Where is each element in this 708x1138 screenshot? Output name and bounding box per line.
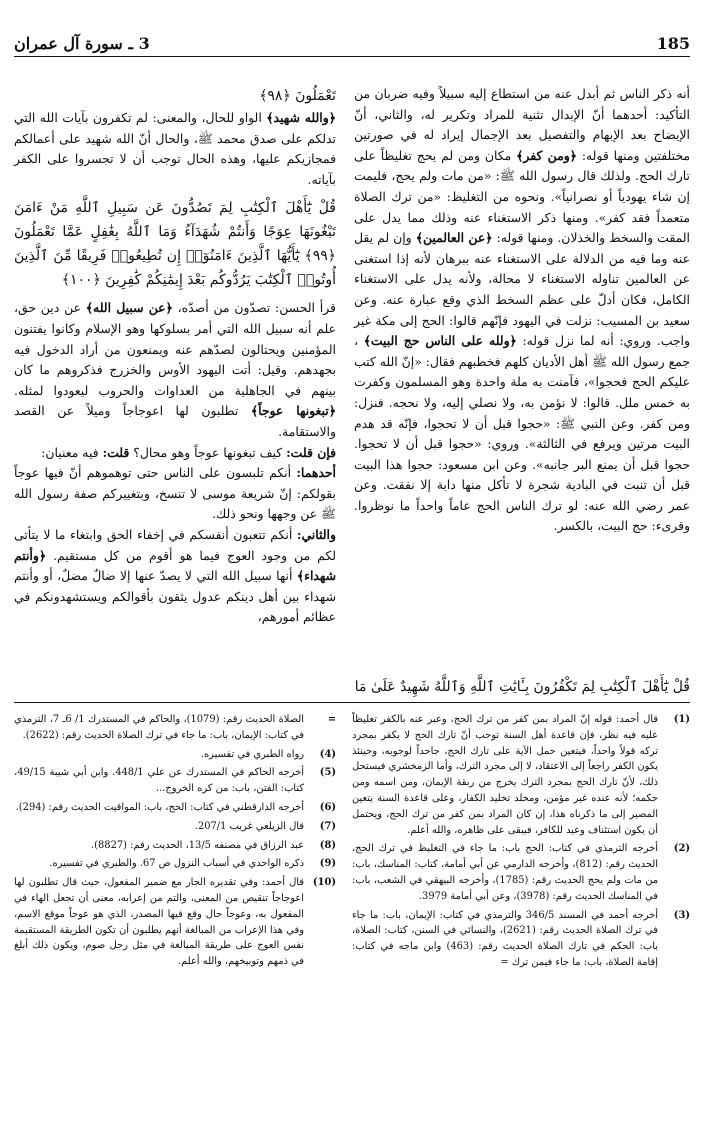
quran-quote: ﴿عن العالمين﴾ [415, 230, 493, 246]
footnote [14, 800, 336, 816]
footnote-number: (6) [319, 801, 336, 813]
footnote-number: (9) [319, 858, 336, 870]
footnote [352, 841, 690, 904]
footnote-divider [14, 702, 690, 703]
quran-verse-block: قُلْ يَٰٓأَهْلَ ٱلْكِتَٰبِ لِمَ تَصُدُّونَ عَن سَبِيلِ ٱللَّهِ مَنْ ءَامَنَ تَبْغُونَهَا عِوَجًا وَأَنتُمْ شُهَدَآءُ وَمَا ٱللَّهُ بِغَٰفِلٍ عَمَّا تَعْمَلُونَ ﴿٩٩﴾ يَٰٓأَيُّهَا ٱلَّذِينَ ءَامَنُوٓا۟ إِن تُطِيعُوا۟ فَرِيقًا مِّنَ ٱلَّذِينَ أُوتُوا۟ ٱلْكِتَٰبَ يَرُدُّوكُم بَعْدَ إِيمَٰنِكُمْ كَٰفِرِينَ ﴿١٠٠﴾ [14, 200, 336, 289]
footnote [14, 765, 336, 797]
footnote-text: قال الزيلعي غريب 207/1. [194, 820, 304, 832]
quran-quote: ﴿تبغونها عوجاً﴾ [250, 403, 336, 419]
quran-quote: ﴿ومن كفر﴾ [516, 147, 577, 163]
footnote [352, 908, 690, 971]
footnote-number: = [327, 714, 336, 725]
footnote [14, 747, 336, 763]
footnotes-left [14, 712, 336, 973]
footnote-text: أخرجه الحاكم في المستدرك عن علي 448/1. وابن أبي شيبة 49/15، كتاب: الفتن، باب: من كره الخروج... [14, 767, 304, 795]
footnote-text: أخرجه أحمد في المسند 346/5 والترمذي في كتاب: الإيمان، باب: ما جاء في ترك الصلاة الحديث رقم: (2621)، والنسائي في السنن، كتاب: الصلاة، باب: الحكم في تارك الصلاة الحديث رقم: (463) وابن ماجه في كتاب: إقامة الصلاة، باب: ما جاء فيمن ترك = [352, 909, 658, 968]
page-number: 185 [656, 34, 690, 53]
footnote-text: الصلاة الحديث رقم: (1079)، والحاكم في المستدرك 1/ 6ـ 7، الترمذي في كتاب: الإيمان، باب: ما جاء في ترك الصلاة الحديث رقم: (2622). [14, 714, 304, 741]
quran-quote: ﴿ولله على الناس حج البيت﴾ [363, 333, 517, 349]
footnote [14, 875, 336, 970]
footnote-text: قال أحمد: قوله إنّ المراد بمن كفر من ترك الحج، وعبر عنه بالكفر تغليظاً عليه فيه نظر، فإن قاعدة أهل السنة توجب أنّ تارك الحج لا يكفر بمجرد تركه قولاً واحداً، فيتعين حمل الآية على تارك الحج، جاحداً لوجوبه، وحينئذ يكون الكفر راجعاً إلى الاعتقاد، لا إلى مجرد الترك، وأما الزمخشري فيستحل ذلك، لأنّ تارك الحج بمجرد الترك يخرج من ربقة الإيمان، ومن اسمه ومن حكمه؛ لأنه عنده غير مؤمن، ومخلد تخليد الكفار، وعلى قاعدة السنة يتعين المصير إلى ما ذكرناه هذا، إن كان المراد بمن كفر من ترك الحج، ويحتمل أن يكون استئناف وعيد للكافر، فيبقى على ظاهره، والله أعلم. [352, 714, 658, 836]
quran-verse-start: قُلْ يَٰٓأَهْلَ ٱلْكِتَٰبِ لِمَ تَكْفُرُونَ بِـَٔايَٰتِ ٱللَّهِ وَٱللَّهُ شَهِيدٌ عَلَىٰ مَا [354, 679, 690, 695]
footnote [352, 712, 690, 838]
footnote-number: (1) [673, 714, 690, 725]
footnote-number: (7) [319, 820, 336, 832]
footnote-text: عبد الرزاق في مصنفه 13/5، الحديث رقم: (8827). [91, 839, 304, 851]
footnote-text: أخرجه الدارقطني في كتاب: الحج، باب: المواقيت الحديث رقم: (294). [15, 801, 304, 813]
quran-verse-end: تَعْمَلُونَ ﴿٩٨﴾ [259, 88, 336, 104]
paragraph: والثاني: أنكم تتعبون أنفسكم في إخفاء الحق وابتغاء ما لا يتأتى لكم من وجود العوج فيما هو أقوم من كل مستقيم. ﴿وأنتم شهداء﴾ أنها سبيل الله التي لا يصدّ عنها إلا ضالٌ مضلٌ، أو وأنتم شهداء بين أهل دينكم عدول يثقون بأقوالكم ويستشهدونكم في عظائم أمورهم، [14, 526, 336, 625]
footnote [14, 838, 336, 854]
footnote-text: أخرجه الترمذي في كتاب: الحج باب: ما جاء في التغليظ في ترك الحج، الحديث رقم: (812)، وأخرجه الدارمي عن أبي أمامة، كتاب: المناسك، باب: من مات ولم يحج الحديث رقم: (1785)، وأخرجه البيهقي في الشعب، باب: في المناسك الحديث رقم: (3978)، وعن أبي أمامة 3979. [352, 843, 658, 902]
quran-quote: ﴿والله شهيد﴾ [266, 110, 336, 125]
left-column [14, 84, 336, 628]
footnote-number: (2) [673, 843, 690, 855]
footnote [14, 712, 336, 744]
page-header [14, 30, 690, 57]
paragraph: ﴿والله شهيد﴾ الواو للحال، والمعنى: لم تكفرون بآيات الله التي تدلكم على صدق محمد ﷺ، والحال أنّ الله شهيد على أعمالكم فمجازيكم عليها، وهذه الحال توجب أن لا تجسروا على الكفر بآياته. [14, 110, 336, 187]
footnote-text: ذكره الواحدي في أسباب النزول ص 67. والطبري في تفسيره. [49, 858, 304, 870]
footnote-number: (8) [319, 839, 336, 851]
quran-quote: ﴿عن سبيل الله﴾ [85, 300, 173, 316]
footnote-number: (4) [319, 748, 336, 760]
quran-quote: ﴿وأنتم شهداء﴾ [14, 547, 336, 584]
paragraph: قرأ الحسن: تصدّون من أصدّه، ﴿عن سبيل الله﴾ عن دين حق، علم أنه سبيل الله التي أمر بسلوكها وهو الإسلام وكانوا يفتنون المؤمنين ويحتالون لصدّهم عنه ويمنعون من أراد الدخول فيه بجهدهم. وقيل: أتت اليهود الأوس والخزرج فذكروهم ما كان بينهم في الجاهلية من العداوات والحروب ليعودوا لمثله. ﴿تبغونها عوجاً﴾ تطلبون لها اعوجاجاً وميلاً عن القصد والاستقامة. [14, 300, 336, 439]
footnote [14, 819, 336, 835]
right-column [354, 84, 690, 537]
paragraph: فإن قلت: كيف تبغونها عوجاً وهو محال؟ قلت: فيه معنيان: [41, 444, 336, 460]
footnote-text: قال أحمد: وفي تقديره الجار مع ضمير المفعول، حيث قال تطلبون لها اعوجاجاً تنقيص من المعنى، والتم من إعرابه، معنى أن تجعل الهاء في المفعول به، وعوجاً حال وقع فيها المصدر، الذي هو عوجاً موقع الاسم، وفي هذا الإعراب من المبالغة أنهم يطلبون أن تكون الطريقة المستقيمة نفس العوج على طريقة المبالغة في مثل رجل صوم، ويكون ذلك أبلغ في ذمهم وتوبيخهم، والله أعلم. [14, 877, 304, 968]
footnotes-right [352, 712, 690, 974]
footnote-number: (3) [673, 909, 690, 921]
footnote-number: (10) [312, 877, 336, 889]
paragraph: أنه ذكر الناس ثم أبدل عنه من استطاع إليه سبيلاً وفيه ضربان من التأكيد: أحدهما أنّ الإبدال تثنية للمراد وتكرير له، والثاني، أنّ الإيضاح بعد الإبهام والتفصيل بعد الإجمال إيراد له في صورتين مختلفتين ومنها قوله: ﴿ومن كفر﴾ مكان ومن لم يحج تغليظاً على تارك الحج. ولذلك قال رسول الله ﷺ: «من مات ولم يحج، فليمت إن شاء يهودياً أو نصرانياً». ونحوه من التغليظ: «من ترك الصلاة متعمداً فقد كفر». ومنها ذكر الاستغناء عنه وذلك مما يدل على المقت والسخط والخذلان. ومنها قوله: ﴿عن العالمين﴾ وإن لم يقل عنه وما فيه من الدلالة على الاستغناء عنه ببرهان لأنه إذا استغنى عن العالمين تناوله الاستغناء لا محالة، ولأنه يدل على الاستغناء الكامل، فكان أدلّ على عظم السخط الذي وقع عبارة عنه. وعن سعيد بن المسيب: نزلت في اليهود فإنّهم قالوا: الحج إلى مكة غير واجب. وروي: أنه لما نزل قوله: ﴿ولله على الناس حج البيت﴾ ، جمع رسول الله ﷺ أهل الأديان كلهم فخطبهم فقال: «إنّ الله كتب عليكم الحج فحجوا»، فآمنت به ملة واحدة وهو المسلمون وكفرت به خمس ملل. قالوا: لا نؤمن به، ولا نصلي إليه، ولا نحجه. فنزل: ومن كفر. وعن النبي ﷺ: «حجوا قبل أن لا تحجوا، فإنّه قد هدم البيت مرتين ويرفع في الثالثة». وروي: «حجوا قبل أن لا تحجوا. حجوا قبل أن يمنع البر جانبه». وعن ابن مسعود: حجوا هذا البيت قبل أن تنبت في البادية شجرة لا تأكل منها دابة إلا نفقت. وعن عمر رضي الله عنه: لو ترك الناس الحج عاماً واحداً ما نوظروا. وقرىء: حج البيت، بالكسر. [354, 86, 690, 534]
footnote-number: (5) [319, 767, 336, 779]
footnote-text: رواه الطبري في تفسيره. [200, 748, 304, 760]
footnote [14, 856, 336, 872]
surah-title: 3 ـ سورة آل عمران [14, 34, 150, 53]
paragraph: أحدهما: أنكم تلبسون على الناس حتى توهموهم أنّ فيها عوجاً بقولكم: إنّ شريعة موسى لا تنسخ، وبتغييركم صفة رسول الله ﷺ عن وجهها ونحو ذلك. [14, 465, 336, 522]
